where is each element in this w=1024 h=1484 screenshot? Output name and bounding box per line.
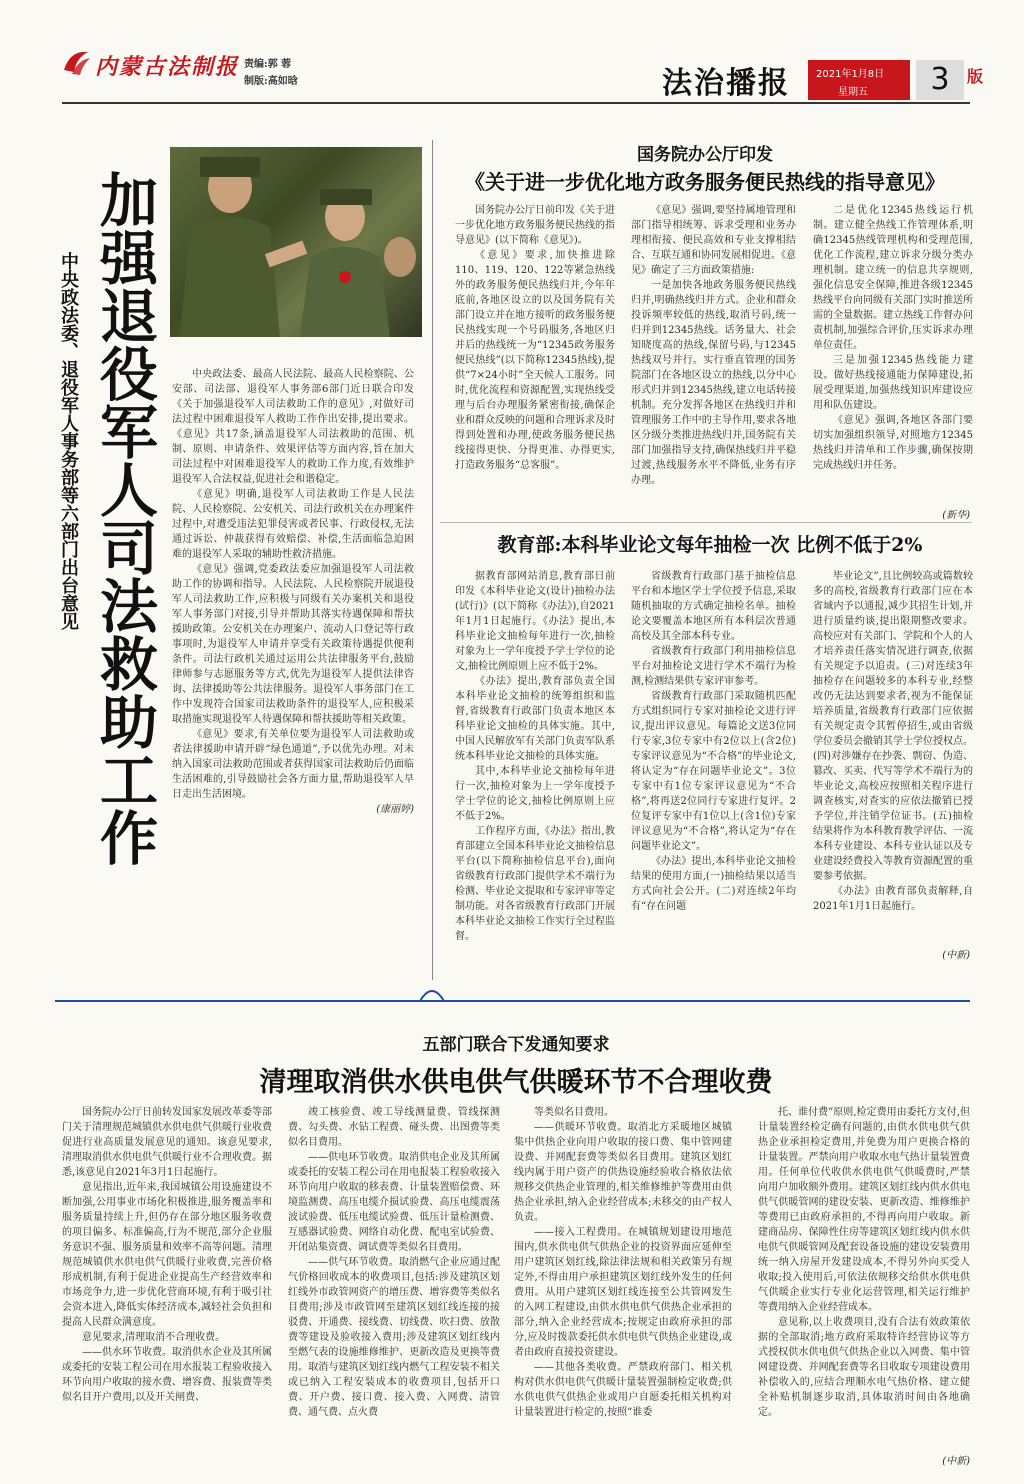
- story3-paragraph: 《办法》提出,教育部负责全国本科毕业论文抽检的统筹组织和监督,省级教育行政部门负责本地区本科毕业论文抽检的具体实施。其中,中国人民解放军有关部门负责军队系统本科毕业论文抽检的具体实施。: [455, 676, 615, 762]
- story4-paragraph: ——供水环节收费。取消供水企业及其所属或委托的安装工程公司在用水报装工程验收接入环节向用户收取的接水费、增容费、报装费等类似名目开户费用,以及开关闸费、: [62, 1347, 272, 1403]
- story4-paragraph: 意见称,以上收费项目,没有合法有效政策依据的全部取消;地方政府采取特许经营协议等方式授权供水供电供气供热企业以入网费、集中管网建设费、并网配套费等名目收取专项建设费用补偿收入的,应结合理顺水电气热价格、建立健全补贴机制逐步取消,具体取消时间由各地确定。: [758, 1317, 970, 1418]
- story1-paragraph: 《意见》强调,党委政法委应加强退役军人司法救助工作的协调和指导。人民法院、人民检察院开展退役军人司法救助工作,应积极与同级有关办案机关和退役军人事务部门对接,引导并帮助其落实待遇保障和帮扶援助政策。公安机关在办理案户、流动人口登记等行政事项时,为退役军人申请并享受有关政策待遇提供便利条件。司法行政机关通过运用公共法律服务平台,鼓励律师参与志愿服务等方式,优先为退役军人提供法律咨询、法律援助等公共法律服务。退役军人事务部门在工作中发现符合国家司法救助条件的退役军人,应积极采取措施实现退役军人待遇保障和帮扶援助等相关政策。: [172, 564, 414, 725]
- story2-signature: (新华): [942, 510, 970, 521]
- story3-signature: (中新): [942, 950, 970, 961]
- story4-signature: (中新): [942, 1456, 970, 1467]
- newspaper-logo: 内蒙古法制报: [95, 54, 240, 80]
- blue-rule-accent: [420, 985, 444, 1005]
- story3-title: 教育部:本科毕业论文每年抽检一次 比例不低于2%: [497, 534, 923, 556]
- story1-paragraph: 《意见》明确,退役军人司法救助工作是人民法院、人民检察院、公安机关、司法行政机关在办理案件过程中,对遭受违法犯罪侵害或者民事、行政侵权,无法通过诉讼、仲裁获得有效赔偿、补偿,生活面临急迫困难的退役军人采取的辅助性救济措施。: [172, 489, 414, 560]
- story4-paragraph: ——供电环节收费。取消供电企业及其所属或委托的安装工程公司在用电报装工程验收接入环节向用户收取的移表费、计量装置赔偿费、环境监测费、高压电缆介损试验费、高压电缆震荡波试验费、低压电缆试验费、低压计量检测费、互感器试验费、网络自动化费、配电室试验费、开闭站集资费、调试费等类似名目费用。: [288, 1152, 500, 1253]
- story2-paragraph: 《意见》强调,要坚持属地管理和部门指导相统筹、诉求受理和业务办理相衔接、便民高效和专业支撑相结合、互联互通和协同发展相促进。《意见》确定了三方面政策措施:: [631, 205, 796, 276]
- story2-col1: [455, 203, 615, 518]
- story2-col3: [813, 203, 973, 503]
- column-divider: [432, 140, 433, 980]
- story2-paragraph: 《意见》要求,加快推进除110、119、120、122等紧急热线外的政务服务便民热线归并,今年年底前,各地区设立的以及国务院有关部门设立并在地方接听的政务服务便民热线实现一个号码服务,各地区归并后的热线统一为“12345政务服务便民热线”(以下简称12345热线),提供“7×24小时”全天候人工服务。同时,优化流程和资源配置,实现热线受理与后台办理服务紧密衔接,确保企业和群众反映的问题和合理诉求及时得到处置和办理,使政务服务便民热线接得更快、分得更准、办得更实,打造政务服务“总客服”。: [455, 250, 615, 471]
- story4-paragraph: 等类似名目费用。: [534, 1107, 614, 1118]
- newspaper-logo-icon: [62, 48, 92, 76]
- issue-weekday: 星期五: [838, 87, 868, 98]
- masthead-rule: [62, 102, 970, 104]
- section-name: 法治播报: [662, 66, 790, 101]
- story3-col3: [813, 569, 973, 944]
- story4-paragraph: 意见要求,清理取消不合理收费。: [82, 1332, 226, 1343]
- blue-rule: [55, 1000, 970, 1002]
- story1-signature: (康丽婷): [376, 804, 414, 815]
- story3-paragraph: 《办法》提出,本科毕业论文抽检结果的使用方面,(一)抽检结果以适当方式向社会公开。(二)对连续2年均有“存在问题: [631, 856, 796, 912]
- soldiers-photo-icon: [170, 147, 422, 337]
- story4-paragraph: ——供气环节收费。取消燃气企业应通过配气价格回收成本的收费项目,包括:涉及建筑区划红线外市政管网资产的增压费、增容费等类似名目费用;涉及市政管网至建筑区划红线连接的接驳费、开通费、接线费、切线费、吹扫费、放散费等建设及验收接入费用;涉及建筑区划红线内至燃气表的设施维修维护、更新改造及更换等费用。取消与建筑区划红线内燃气工程安装不相关或已纳入工程安装成本的收费项目,包括开口费、开户费、接口费、接入费、入网费、清管费、通气费、点火费: [288, 1257, 500, 1418]
- story1-paragraph: 《意见》要求,有关单位要为退役军人司法救助或者法律援助申请开辟“绿色通道”,予以优先办理。对未纳入国家司法救助范围或者获得国家司法救助后仍面临生活困难的,引导鼓励社会各方面力量,帮助退役军人早日走出生活困境。: [172, 729, 414, 800]
- story4-title: 清理取消供水供电供气供暖环节不合理收费: [259, 1067, 773, 1098]
- story2-paragraph: 国务院办公厅日前印发《关于进一步优化地方政务服务便民热线的指导意见》(以下简称《意见》)。: [455, 205, 615, 246]
- page-unit: 版: [967, 67, 984, 86]
- story3-paragraph: 工作程序方面,《办法》指出,教育部建立全国本科毕业论文抽检信息平台(以下简称抽检信息平台),面向省级教育行政部门提供学术不端行为检测、毕业论文提取和专家评审等定制功能。对各省级教育行政部门开展本科毕业论文抽检工作实行全过程监督。: [455, 826, 615, 942]
- story4-paragraph: 意见指出,近年来,我国城镇公用设施建设不断加强,公用事业市场化积极推进,服务覆盖率和服务质量持续上升,但仍存在部分地区服务收费的项目偏多、标准偏高,行为不规范,部分企业服务意识不强、服务质量和效率不高等问题。清理规范城镇供水供电供气供暖行业收费,完善价格形成机制,有利于促进企业提高生产经营效率和市场竞争力,进一步优化营商环境,有利于吸引社会资本进入,降低实体经济成本,减轻社会负担和提高人民群众满意度。: [62, 1182, 272, 1328]
- story4-col3: [514, 1105, 732, 1465]
- story1-paragraph: 中央政法委、最高人民法院、最高人民检察院、公安部、司法部、退役军人事务部6部门近日联合印发《关于加强退役军人司法救助工作的意见》,对做好司法过程中困难退役军人救助工作作出安排,提出要求。《意见》共17条,涵盖退役军人司法救助的范围、机制、原则、申请条件、效果评估等方面内容,旨在加大司法过程中对困难退役军人的救助工作力度,有效维护退役军人合法权益,促进社会和谐稳定。: [172, 369, 414, 485]
- story4-paragraph: 国务院办公厅日前转发国家发展改革委等部门关于清理规范城镇供水供电供气供暖行业收费促进行业高质量发展意见的通知。该意见要求,清理取消供水供电供气供暖行业不合理收费。据悉,该意见自2021年3月1日起施行。: [62, 1107, 272, 1178]
- story4-col4: [758, 1105, 970, 1450]
- story4-paragraph: ——接入工程费用。在城镇规划建设用地范围内,供水供电供气供热企业的投资界面应延伸至用户建筑区划红线,除法律法规和相关政策另有规定外,不得由用户承担建筑区划红线外发生的任何费用。从用户建筑区划红线连接至公共管网发生的入网工程建设,由供水供电供气供热企业承担的部分,纳入企业经营成本;按规定由政府承担的部分,应及时拨款委托供水供电供气供热企业建设,或者由政府直接投资建设。: [514, 1227, 732, 1358]
- story4-paragraph: ——其他各类收费。严禁政府部门、相关机构对供水供电供气供暖计量装置强制检定收费;供水供电供气供热企业或用户自愿委托相关机构对计量装置进行检定的,按照“谁委: [514, 1362, 732, 1418]
- story2-col2: [631, 203, 796, 518]
- story3-paragraph: 省级教育行政部门采取随机匹配方式组织同行专家对抽检论文进行评议,提出评议意见。每篇论文送3位同行专家,3位专家中有2位以上(含2位)专家评议意见为“不合格”的毕业论文,将认定为“存在问题毕业论文”。3位专家中有1位专家评议意见为“不合格”,将再送2位同行专家进行复评。2位复评专家中有1位以上(含1位)专家评议意见为“不合格”,将认定为“存在问题毕业论文”。: [631, 691, 796, 852]
- story2-title: 《关于进一步优化地方政务服务便民热线的指导意见》: [465, 170, 945, 194]
- story3-paragraph: 毕业论文”,且比例较高或篇数较多的高校,省级教育行政部门应在本省域内予以通报,减少其招生计划,并进行质量约谈,提出限期整改要求。高校应对有关部门、学院和个人的人才培养责任落实情况进行调查,依据有关规定予以追责。(三)对连续3年抽检存在问题较多的本科专业,经整改仍无法达到要求者,视为不能保证培养质量,省级教育行政部门应依据有关规定责令其暂停招生,或由省级学位委员会撤销其学士学位授权点。(四)对涉嫌存在抄袭、剽窃、伪造、篡改、买卖、代写等学术不端行为的毕业论文,高校应按照相关程序进行调查核实,对查实的应依法撤销已授予学位,并注销学位证书。(五)抽检结果将作为本科教育教学评估、一流本科专业建设、本科专业认证以及专业建设经费投入等教育资源配置的重要参考依据。: [813, 571, 973, 882]
- story3-paragraph: 省级教育行政部门基于抽检信息平台和本地区学士学位授予信息,采取随机抽取的方式确定抽检名单。抽检论文要覆盖本地区所有本科层次普通高校及其全部本科专业。: [631, 571, 796, 642]
- story-title-vertical: 加强退役军人司法救助工作: [90, 170, 158, 866]
- story3-paragraph: 《办法》由教育部负责解释,自2021年1月1日起施行。: [813, 886, 973, 912]
- story2-paragraph: 三是加强12345热线能力建设。做好热线接通能力保障建设,拓展受理渠道,加强热线知识库建设应用和队伍建设。: [813, 355, 973, 411]
- date-box: [808, 60, 910, 100]
- story3-paragraph: 省级教育行政部门利用抽检信息平台对抽检论文进行学术不端行为检测,检测结果供专家评审参考。: [631, 646, 796, 687]
- section-divider: [440, 522, 972, 523]
- story4-paragraph: 托、谁付费”原则,检定费用由委托方支付,但计量装置经检定确有问题的,由供水供电供气供热企业承担检定费用,并免费为用户更换合格的计量装置。严禁向用户收取水电气热计量装置费用。任何单位代收供水供电供气供暖费时,严禁向用户加收额外费用。建筑区划红线内供水供电供气供暖管网的建设安装、更新改造、维修维护等费用已由政府承担的,不得再向用户收取。新建商品房、保障性住房等建筑区划红线内供水供电供气供暖管网及配套设备设施的建设安装费用统一纳入房屋开发建设成本,不得另外向买受人收取;投入使用后,可依法依规移交给供水供电供气供暖企业实行专业化运营管理,相关运行维护等费用纳入企业经营成本。: [758, 1107, 970, 1313]
- story3-col1: [455, 569, 615, 959]
- story2-kicker: 国务院办公厅印发: [637, 145, 773, 165]
- story2-paragraph: 二是优化12345热线运行机制。建立健全热线工作管理体系,明确12345热线管理机构和受理范围,优化工作流程,建立诉求分级分类办理机制。建立统一的信息共享规则,强化信息安全保障,推进各级12345热线平台向同级有关部门实时推送所需的全量数据。建立热线工作督办问责机制,加强综合评价,压实诉求办理单位责任。: [813, 205, 973, 351]
- story1-body: [172, 367, 414, 945]
- story2-paragraph: 一是加快各地政务服务便民热线归并,明确热线归并方式。企业和群众投诉频率较低的热线,取消号码,统一归并到12345热线。话务量大、社会知晓度高的热线,保留号码,与12345热线双号并行。实行垂直管理的国务院部门在各地区设立的热线,以分中心形式归并到12345热线,建立电话转接机制。充分发挥各地区在热线归并和管理服务工作中的主导作用,要求各地区分级分类推进热线归并,国务院有关部门加强指导支持,确保热线归并平稳过渡,热线服务水平不降低,业务有序办理。: [631, 280, 796, 486]
- layout-credit: 制版:高如晗: [244, 76, 298, 87]
- story4-kicker: 五部门联合下发通知要求: [422, 1035, 610, 1055]
- issue-date: 2021年1月8日: [816, 69, 885, 80]
- story3-col2: [631, 569, 796, 959]
- story3-paragraph: 其中,本科毕业论文抽检每年进行一次,抽检对象为上一学年度授予学士学位的论文,抽检比例原则上应不低于2%。: [455, 766, 615, 822]
- story4-paragraph: 竣工核验费、竣工导线测量费、管线探测费、勾头费、水钻工程费、碰头费、出图费等类似名目费用。: [288, 1107, 500, 1148]
- story4-col1: [62, 1105, 272, 1465]
- masthead: [0, 0, 1024, 100]
- editor-credit: 责编:郭 蓉: [244, 59, 292, 70]
- story2-paragraph: 《意见》强调,各地区各部门要切实加强组织领导,对照地方12345热线归并清单和工作步骤,确保按期完成热线归并任务。: [813, 415, 973, 471]
- story3-paragraph: 据教育部网站消息,教育部日前印发《本科毕业论文(设计)抽检办法(试行)》(以下简称《办法》),自2021年1月1日起施行。《办法》提出,本科毕业论文抽检每年进行一次,抽检对象为上一学年度授予学士学位的论文,抽检比例原则上应不低于2%。: [455, 571, 615, 672]
- story-subtitle-vertical: 中央政法委、退役军人事务部等六部门出台意见: [58, 252, 79, 630]
- story4-col2: [288, 1105, 500, 1465]
- news-photo: [170, 147, 422, 337]
- story4-paragraph: ——供暖环节收费。取消北方采暖地区城镇集中供热企业向用户收取的接口费、集中管网建设费、并网配套费等类似名目费用。建筑区划红线内属于用户资产的供热设施经验收合格依法依规移交供热企业管理的,相关维修维护等费用由供热企业承担,纳入企业经营成本;未移交的由产权人负责。: [514, 1122, 732, 1223]
- page-number: 3: [916, 60, 964, 100]
